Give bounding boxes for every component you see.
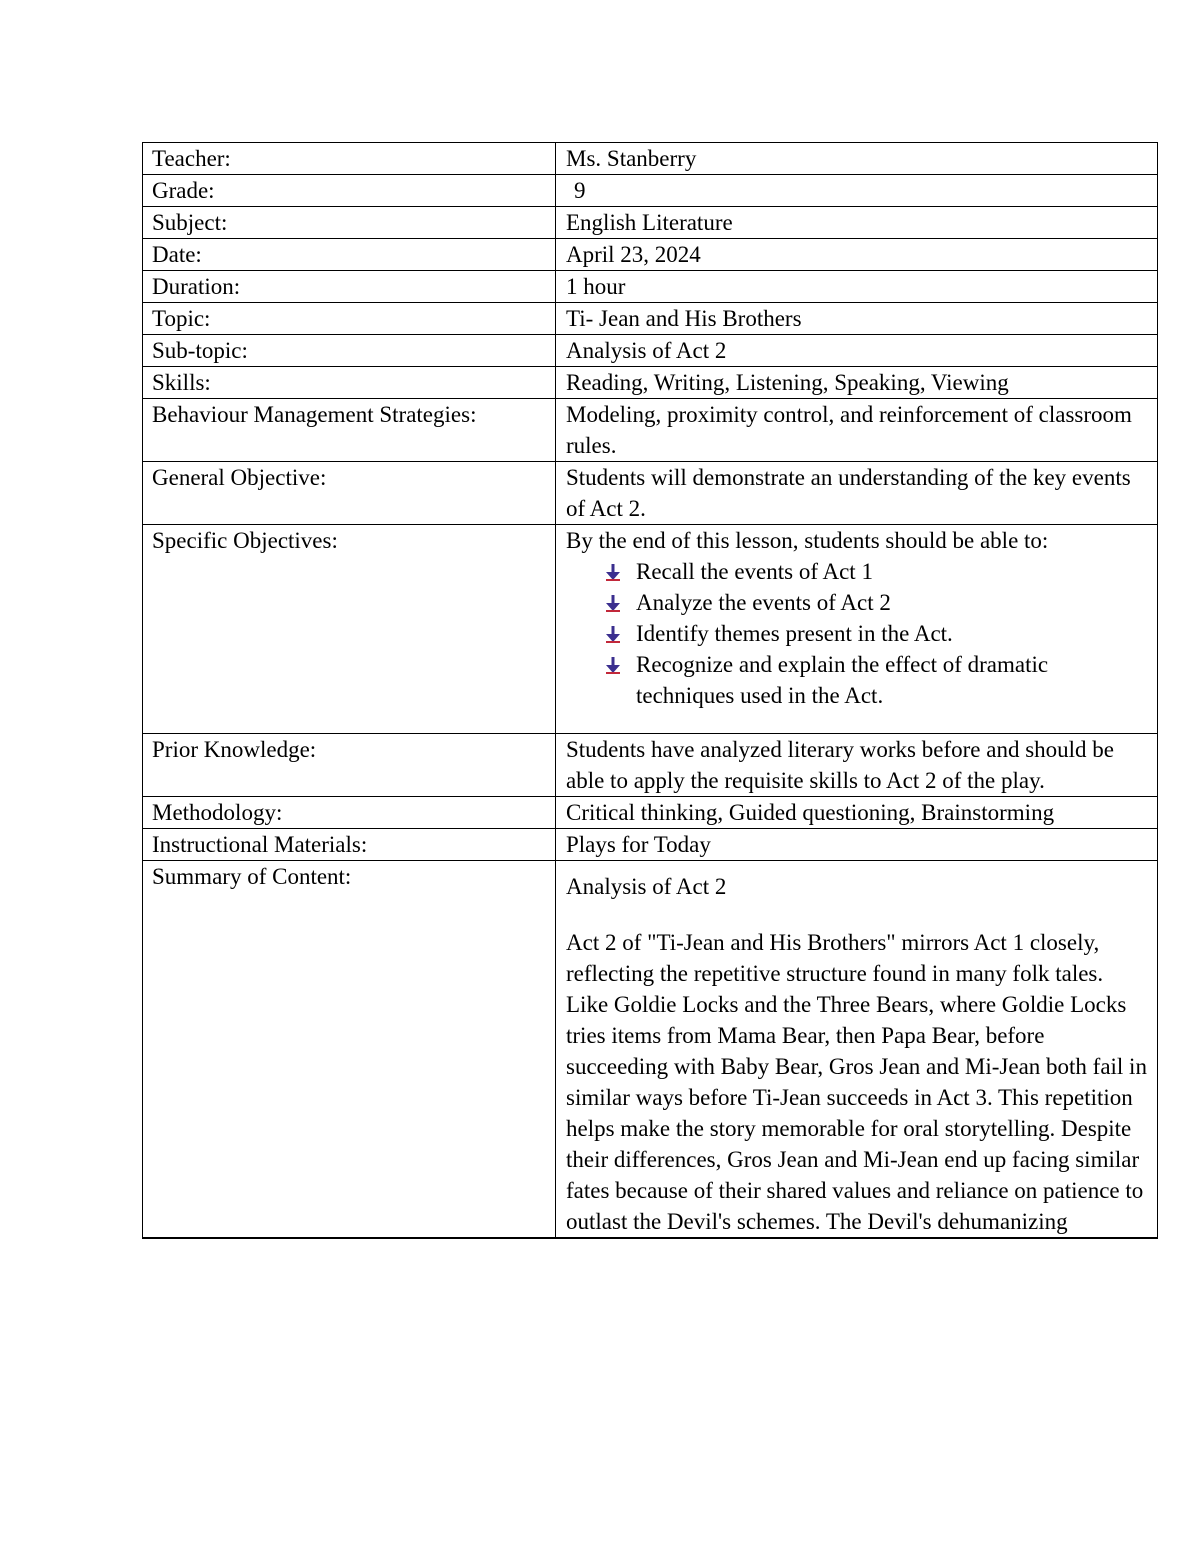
behaviour-label: Behaviour Management Strategies: (143, 399, 556, 462)
objective-text: Analyze the events of Act 2 (636, 590, 891, 615)
row-date (143, 239, 1158, 271)
duration-label: Duration: (143, 271, 556, 303)
summary-value (556, 861, 1158, 1239)
row-teacher (143, 143, 1158, 175)
down-arrow-bullet-icon (604, 562, 622, 582)
subject-label: Subject: (143, 207, 556, 239)
row-duration (143, 271, 1158, 303)
row-prior-knowledge (143, 734, 1158, 797)
row-topic (143, 303, 1158, 335)
subtopic-label: Sub-topic: (143, 335, 556, 367)
general-objective-label: General Objective: (143, 462, 556, 525)
row-grade (143, 175, 1158, 207)
summary-label: Summary of Content: (143, 861, 556, 1239)
grade-label: Grade: (143, 175, 556, 207)
subject-value: English Literature (556, 207, 1158, 239)
methodology-value: Critical thinking, Guided questioning, Brainstorming (556, 797, 1158, 829)
objective-item (604, 649, 1149, 711)
summary-body: Act 2 of "Ti-Jean and His Brothers" mirrors Act 1 closely, reflecting the repetitive structure found in many folk tales. Like Goldie Locks and the Three Bears, where Goldie Locks tries items from Mama Bear, then Papa Bear, before succeeding with Baby Bear, Gros Jean and Mi-Jean both fail in similar ways before Ti-Jean succeeds in Act 3. This repetition helps make the story memorable for oral storytelling. Despite their differences, Gros Jean and Mi-Jean end up facing similar fates because of their shared values and reliance on patience to outlast the Devil's schemes. The Devil's dehumanizing (566, 930, 1147, 1234)
general-objective-value: Students will demonstrate an understanding of the key events of Act 2. (556, 462, 1158, 525)
down-arrow-bullet-icon (604, 624, 622, 644)
objectives-list (566, 556, 1149, 733)
row-specific-objectives (143, 525, 1158, 734)
down-arrow-bullet-icon (604, 655, 622, 675)
objective-item (604, 556, 1149, 587)
row-subtopic (143, 335, 1158, 367)
skills-value: Reading, Writing, Listening, Speaking, Viewing (556, 367, 1158, 399)
specific-objectives-value (556, 525, 1158, 734)
materials-value: Plays for Today (556, 829, 1158, 861)
topic-label: Topic: (143, 303, 556, 335)
down-arrow-bullet-icon (604, 593, 622, 613)
row-methodology (143, 797, 1158, 829)
materials-label: Instructional Materials: (143, 829, 556, 861)
objective-item (604, 587, 1149, 618)
grade-value (556, 175, 1158, 207)
row-materials (143, 829, 1158, 861)
summary-heading: Analysis of Act 2 (566, 874, 727, 899)
specific-objectives-label: Specific Objectives: (143, 525, 556, 734)
prior-knowledge-value: Students have analyzed literary works before and should be able to apply the requisite skills to Act 2 of the play. (556, 734, 1158, 797)
behaviour-value: Modeling, proximity control, and reinforcement of classroom rules. (556, 399, 1158, 462)
objective-item (604, 618, 1149, 649)
row-skills (143, 367, 1158, 399)
row-subject (143, 207, 1158, 239)
grade-number: 9 (574, 178, 586, 203)
row-summary (143, 861, 1158, 1239)
date-value: April 23, 2024 (556, 239, 1158, 271)
prior-knowledge-label: Prior Knowledge: (143, 734, 556, 797)
teacher-value: Ms. Stanberry (556, 143, 1158, 175)
objective-text: Recall the events of Act 1 (636, 559, 873, 584)
date-label: Date: (143, 239, 556, 271)
duration-value: 1 hour (556, 271, 1158, 303)
row-behaviour (143, 399, 1158, 462)
objective-text: Identify themes present in the Act. (636, 621, 953, 646)
teacher-label: Teacher: (143, 143, 556, 175)
objectives-intro: By the end of this lesson, students should be able to: (566, 528, 1049, 553)
topic-value: Ti- Jean and His Brothers (556, 303, 1158, 335)
lesson-plan-table (142, 142, 1158, 1239)
skills-label: Skills: (143, 367, 556, 399)
row-general-objective (143, 462, 1158, 525)
methodology-label: Methodology: (143, 797, 556, 829)
subtopic-value: Analysis of Act 2 (556, 335, 1158, 367)
objective-text: Recognize and explain the effect of dramatic techniques used in the Act. (636, 652, 1049, 708)
